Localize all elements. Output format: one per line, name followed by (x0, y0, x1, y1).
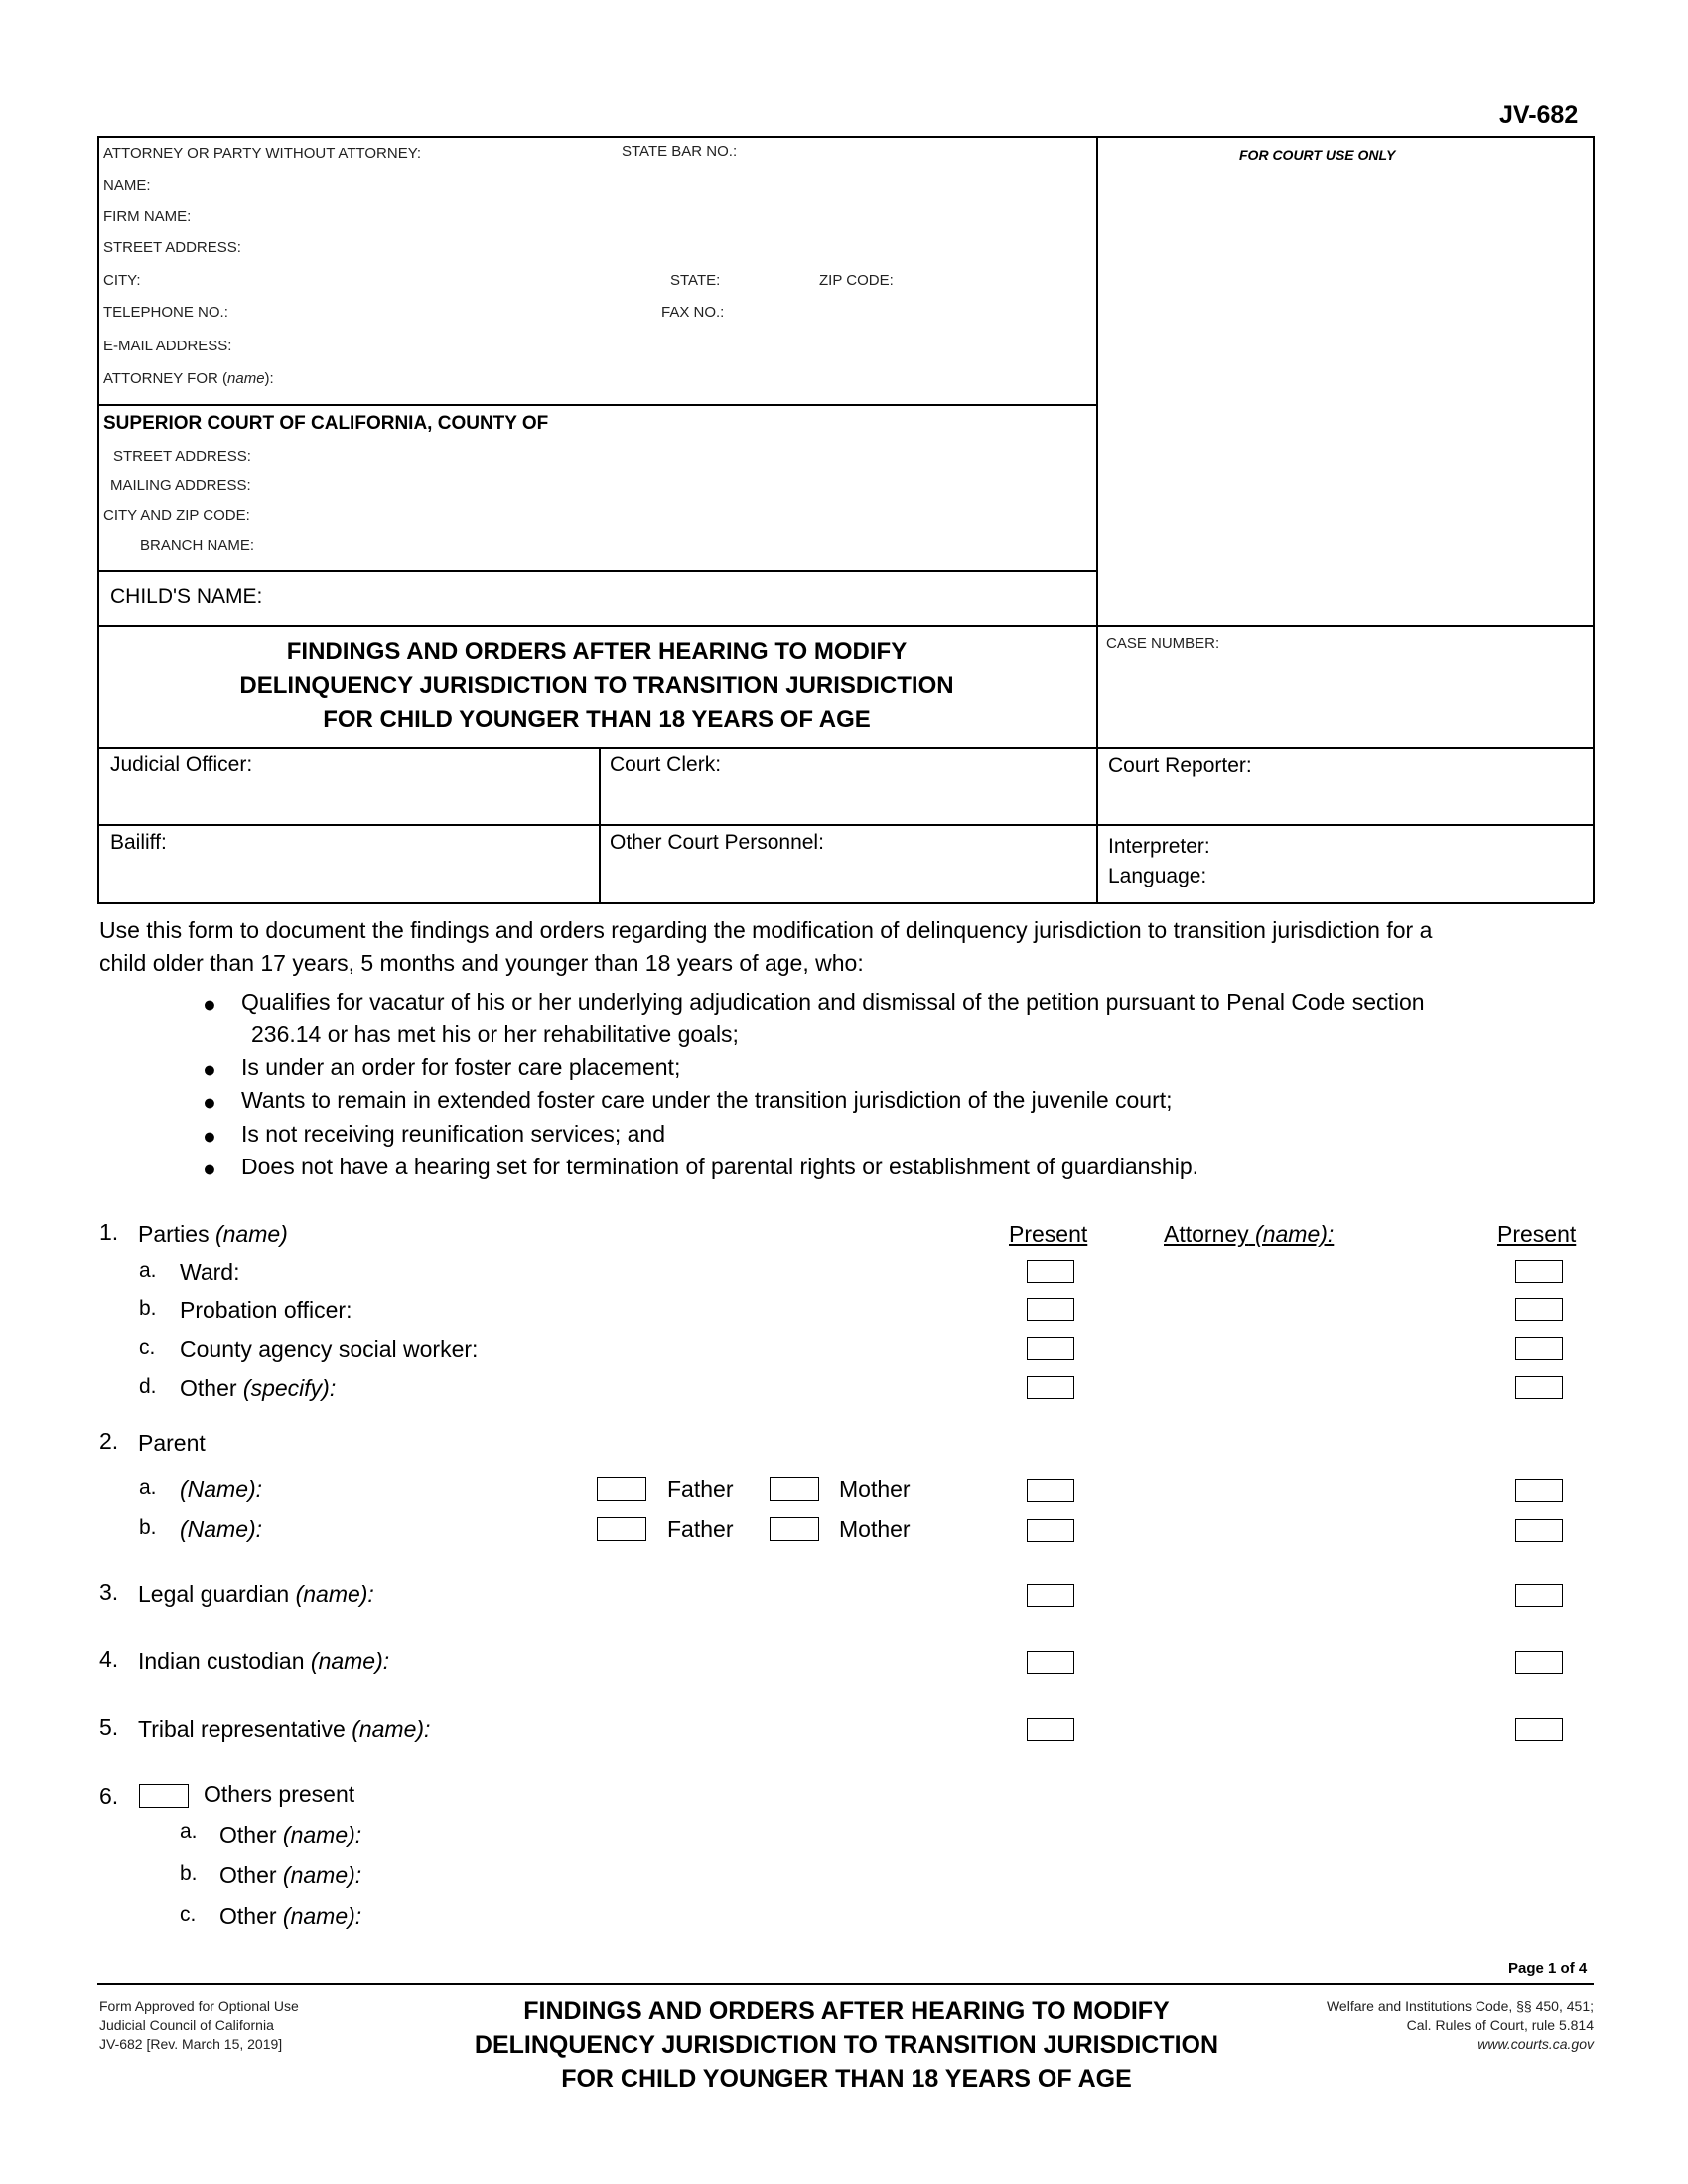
other-b-label: Other (name): (219, 1862, 362, 1888)
court-use-only: FOR COURT USE ONLY (1239, 147, 1396, 163)
parent-a-father-checkbox[interactable] (597, 1477, 646, 1501)
mother-label: Mother (839, 1476, 911, 1502)
state-bar-label: STATE BAR NO.: (622, 143, 738, 160)
item-1-label: Parties (name) (138, 1221, 288, 1247)
probation-present-checkbox[interactable] (1027, 1298, 1074, 1321)
telephone-label: TELEPHONE NO.: (103, 304, 228, 321)
childs-name-label: CHILD'S NAME: (110, 585, 263, 608)
footer-citations: Welfare and Institutions Code, §§ 450, 451; Cal. Rules of Court, rule 5.814 www.courts.ca.gov (1192, 1997, 1594, 2054)
bullet-icon: ● (203, 1089, 216, 1115)
parent-a-name-label: (Name): (180, 1476, 263, 1502)
mother-label: Mother (839, 1516, 911, 1542)
item-letter: b. (180, 1862, 198, 1885)
bullet-icon: ● (203, 1123, 216, 1149)
page-number: Page 1 of 4 (1508, 1960, 1588, 1977)
case-number-label: CASE NUMBER: (1106, 635, 1220, 652)
item-2-number: 2. (99, 1429, 119, 1454)
bullet-1-line-2: 236.14 or has met his or her rehabilitative goals; (251, 1022, 739, 1047)
zip-code-label: ZIP CODE: (819, 272, 894, 289)
item-6-number: 6. (99, 1783, 119, 1809)
attorney-header: Attorney (name): (1164, 1221, 1335, 1247)
item-letter: c. (139, 1336, 156, 1359)
tribal-rep-present-checkbox[interactable] (1027, 1718, 1074, 1741)
item-letter: a. (139, 1476, 157, 1499)
footer-title: FINDINGS AND ORDERS AFTER HEARING TO MODIFY DELINQUENCY JURISDICTION TO TRANSITION JURISDICTION FOR CHILD YOUNGER THAN 18 YEARS OF AGE (474, 1997, 1219, 2093)
item-letter: a. (139, 1259, 157, 1282)
bailiff-label: Bailiff: (110, 831, 167, 854)
item-4-number: 4. (99, 1646, 119, 1672)
legal-guardian-attorney-present-checkbox[interactable] (1515, 1584, 1563, 1607)
other-personnel-label: Other Court Personnel: (610, 831, 824, 854)
item-letter: b. (139, 1297, 157, 1320)
judicial-officer-label: Judicial Officer: (110, 753, 253, 776)
other-a-label: Other (name): (219, 1822, 362, 1847)
other-attorney-present-checkbox[interactable] (1515, 1376, 1563, 1399)
parent-b-name-label: (Name): (180, 1516, 263, 1542)
city-label: CITY: (103, 272, 141, 289)
parent-a-attorney-present-checkbox[interactable] (1515, 1479, 1563, 1502)
indian-custodian-present-checkbox[interactable] (1027, 1651, 1074, 1674)
footer-approval: Form Approved for Optional Use Judicial Council of California JV-682 [Rev. March 15, 2019] (99, 1998, 299, 2052)
other-present-checkbox[interactable] (1027, 1376, 1074, 1399)
state-label: STATE: (670, 272, 721, 289)
court-clerk-label: Court Clerk: (610, 753, 722, 776)
others-present-label: Others present (204, 1781, 355, 1807)
court-street-label: STREET ADDRESS: (113, 448, 251, 465)
item-2-label: Parent (138, 1431, 206, 1456)
item-3-number: 3. (99, 1579, 119, 1605)
ward-attorney-present-checkbox[interactable] (1515, 1260, 1563, 1283)
intro-line-2: child older than 17 years, 5 months and younger than 18 years of age, who: (99, 950, 864, 976)
father-label: Father (667, 1516, 734, 1542)
bullet-2: Is under an order for foster care placement; (241, 1054, 681, 1080)
probation-attorney-present-checkbox[interactable] (1515, 1298, 1563, 1321)
intro-line-1: Use this form to document the findings and orders regarding the modification of delinquency jurisdiction to transition jurisdiction for a (99, 917, 1433, 943)
parent-b-father-checkbox[interactable] (597, 1517, 646, 1541)
ward-label: Ward: (180, 1259, 240, 1285)
item-letter: c. (180, 1903, 197, 1926)
parent-b-attorney-present-checkbox[interactable] (1515, 1519, 1563, 1542)
firm-name-label: FIRM NAME: (103, 208, 192, 225)
legal-guardian-present-checkbox[interactable] (1027, 1584, 1074, 1607)
email-label: E-MAIL ADDRESS: (103, 338, 232, 354)
item-letter: a. (180, 1820, 198, 1843)
fax-label: FAX NO.: (661, 304, 725, 321)
parent-b-mother-checkbox[interactable] (770, 1517, 819, 1541)
tribal-representative-label: Tribal representative (name): (138, 1716, 431, 1742)
item-1-number: 1. (99, 1219, 119, 1245)
bullet-1-line-1: Qualifies for vacatur of his or her underlying adjudication and dismissal of the petition pursuant to Penal Code section (241, 989, 1425, 1015)
other-label: Other (specify): (180, 1375, 337, 1401)
present-header: Present (1009, 1221, 1088, 1247)
court-mailing-label: MAILING ADDRESS: (110, 478, 251, 494)
present-header: Present (1497, 1221, 1577, 1247)
parent-a-mother-checkbox[interactable] (770, 1477, 819, 1501)
other-c-label: Other (name): (219, 1903, 362, 1929)
street-address-label: STREET ADDRESS: (103, 239, 241, 256)
social-worker-attorney-present-checkbox[interactable] (1515, 1337, 1563, 1360)
form-title: FINDINGS AND ORDERS AFTER HEARING TO MODIFY DELINQUENCY JURISDICTION TO TRANSITION JURISDICTION FOR CHILD YOUNGER THAN 18 YEARS OF AGE (239, 638, 954, 733)
interpreter-label: Interpreter: (1108, 835, 1210, 858)
parent-b-present-checkbox[interactable] (1027, 1519, 1074, 1542)
court-reporter-label: Court Reporter: (1108, 754, 1252, 777)
item-5-number: 5. (99, 1714, 119, 1740)
attorney-for-label: ATTORNEY FOR (name): (103, 370, 274, 387)
social-worker-present-checkbox[interactable] (1027, 1337, 1074, 1360)
father-label: Father (667, 1476, 734, 1502)
indian-custodian-label: Indian custodian (name): (138, 1648, 390, 1674)
bullet-4: Is not receiving reunification services; and (241, 1121, 665, 1147)
indian-custodian-attorney-present-checkbox[interactable] (1515, 1651, 1563, 1674)
item-letter: b. (139, 1516, 157, 1539)
social-worker-label: County agency social worker: (180, 1336, 479, 1362)
others-present-checkbox[interactable] (139, 1784, 189, 1808)
court-branch-label: BRANCH NAME: (140, 537, 255, 554)
ward-present-checkbox[interactable] (1027, 1260, 1074, 1283)
court-title: SUPERIOR COURT OF CALIFORNIA, COUNTY OF (103, 413, 549, 434)
court-city-zip-label: CITY AND ZIP CODE: (103, 507, 250, 524)
bullet-icon: ● (203, 991, 216, 1017)
bullet-icon: ● (203, 1056, 216, 1082)
legal-guardian-label: Legal guardian (name): (138, 1581, 374, 1607)
parent-a-present-checkbox[interactable] (1027, 1479, 1074, 1502)
bullet-icon: ● (203, 1156, 216, 1181)
website-link[interactable]: www.courts.ca.gov (1477, 2036, 1594, 2052)
item-letter: d. (139, 1375, 157, 1398)
tribal-rep-attorney-present-checkbox[interactable] (1515, 1718, 1563, 1741)
language-label: Language: (1108, 865, 1207, 887)
bullet-3: Wants to remain in extended foster care under the transition jurisdiction of the juvenile court; (241, 1087, 1173, 1113)
bullet-5: Does not have a hearing set for termination of parental rights or establishment of guardianship. (241, 1154, 1199, 1179)
probation-officer-label: Probation officer: (180, 1297, 352, 1323)
attorney-label: ATTORNEY OR PARTY WITHOUT ATTORNEY: (103, 145, 422, 162)
form-number: JV-682 (1499, 101, 1579, 129)
name-label: NAME: (103, 177, 151, 194)
